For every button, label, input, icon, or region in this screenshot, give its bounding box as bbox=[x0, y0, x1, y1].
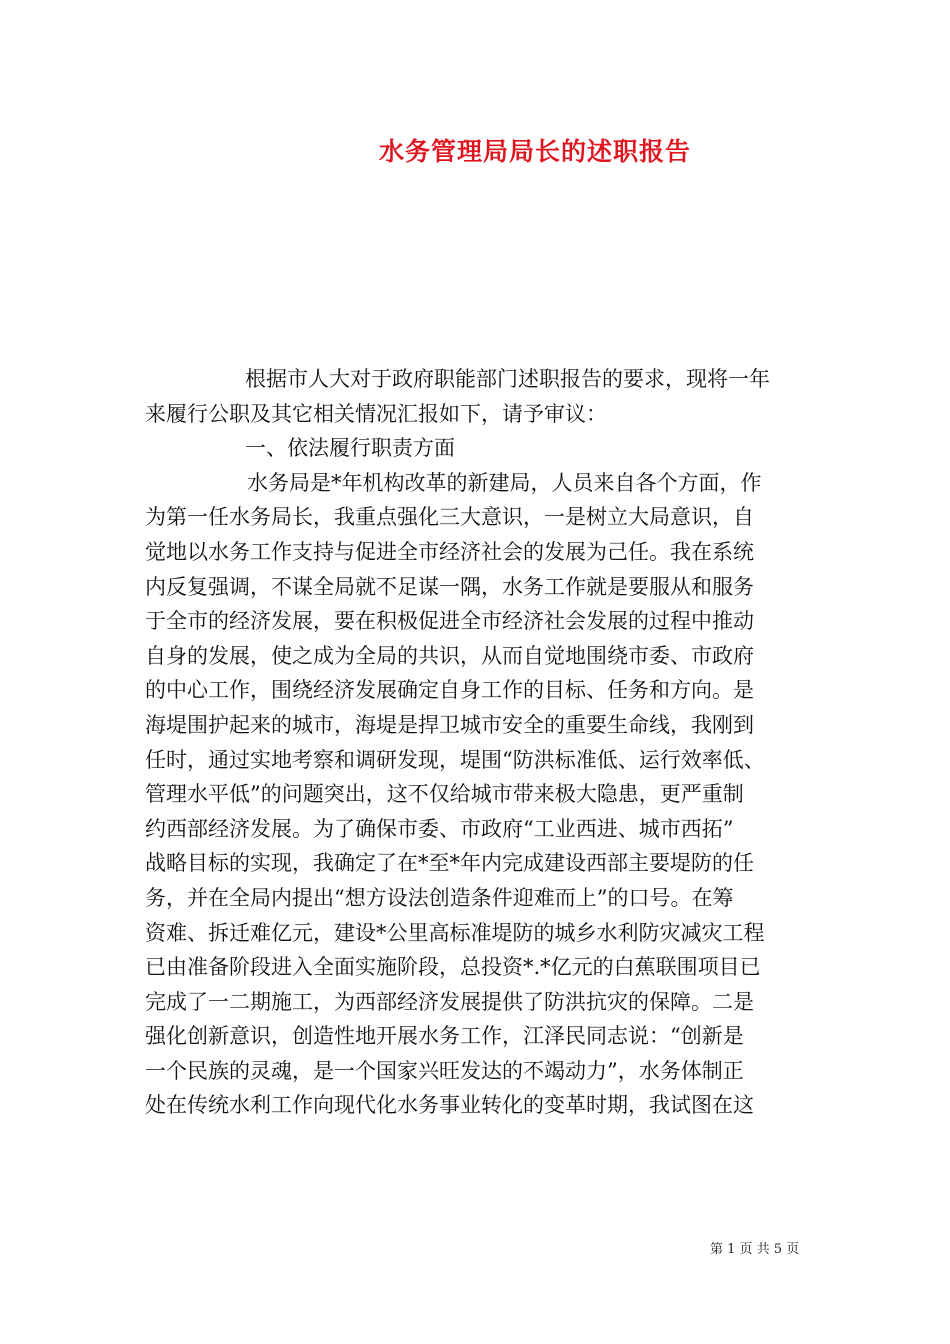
body-line: 一个民族的灵魂，是一个国家兴旺发达的不竭动力”，水务体制正 bbox=[145, 1058, 744, 1083]
body-line: 根据市人大对于政府职能部门述职报告的要求，现将一年 bbox=[245, 367, 770, 391]
body-line: 资难、拆迁难亿元，建设*公里高标准堤防的城乡水利防灾减灾工程 bbox=[145, 920, 765, 945]
body-line: 处在传统水利工作向现代化水务事业转化的变革时期，我试图在这 bbox=[145, 1093, 754, 1118]
body-line: 水务局是*年机构改革的新建局，人员来自各个方面，作 bbox=[247, 470, 762, 495]
body-line: 来履行公职及其它相关情况汇报如下，请予审议： bbox=[145, 401, 607, 426]
body-line: 务，并在全局内提出“想方设法创造条件迎难而上”的口号。在筹 bbox=[145, 885, 734, 910]
body-line: 的中心工作，围绕经济发展确定自身工作的目标、任务和方向。是 bbox=[145, 678, 754, 703]
body-line: 自身的发展，使之成为全局的共识，从而自觉地围绕市委、市政府 bbox=[145, 643, 754, 668]
body-line: 内反复强调，不谋全局就不足谋一隅，水务工作就是要服从和服务 bbox=[145, 574, 754, 599]
body-line: 管理水平低”的问题突出，这不仅给城市带来极大隐患，更严重制 bbox=[145, 782, 744, 807]
section-heading: 一、依法履行职责方面 bbox=[245, 436, 455, 461]
body-line: 觉地以水务工作支持与促进全市经济社会的发展为己任。我在系统 bbox=[145, 539, 754, 564]
document-title: 水务管理局局长的述职报告 bbox=[378, 137, 691, 166]
document-body bbox=[145, 362, 810, 1123]
body-line: 约西部经济发展。为了确保市委、市政府“工业西进、城市西拓” bbox=[145, 816, 734, 841]
body-line: 战略目标的实现，我确定了在*至*年内完成建设西部主要堤防的任 bbox=[145, 851, 754, 876]
body-line: 强化创新意识，创造性地开展水务工作，江泽民同志说：“创新是 bbox=[145, 1024, 744, 1049]
body-line: 已由准备阶段进入全面实施阶段，总投资*.*亿元的白蕉联围项目已 bbox=[145, 955, 761, 980]
body-line: 于全市的经济发展，要在积极促进全市经济社会发展的过程中推动 bbox=[145, 609, 754, 634]
body-line: 完成了一二期施工，为西部经济发展提供了防洪抗灾的保障。二是 bbox=[145, 989, 754, 1014]
page-number: 第 1 页 共 5 页 bbox=[710, 1242, 800, 1257]
body-line: 为第一任水务局长，我重点强化三大意识，一是树立大局意识，自 bbox=[145, 505, 754, 530]
body-line: 海堤围护起来的城市，海堤是捍卫城市安全的重要生命线，我刚到 bbox=[145, 712, 754, 737]
body-line: 任时，通过实地考察和调研发现，堤围“防洪标准低、运行效率低、 bbox=[145, 747, 765, 772]
